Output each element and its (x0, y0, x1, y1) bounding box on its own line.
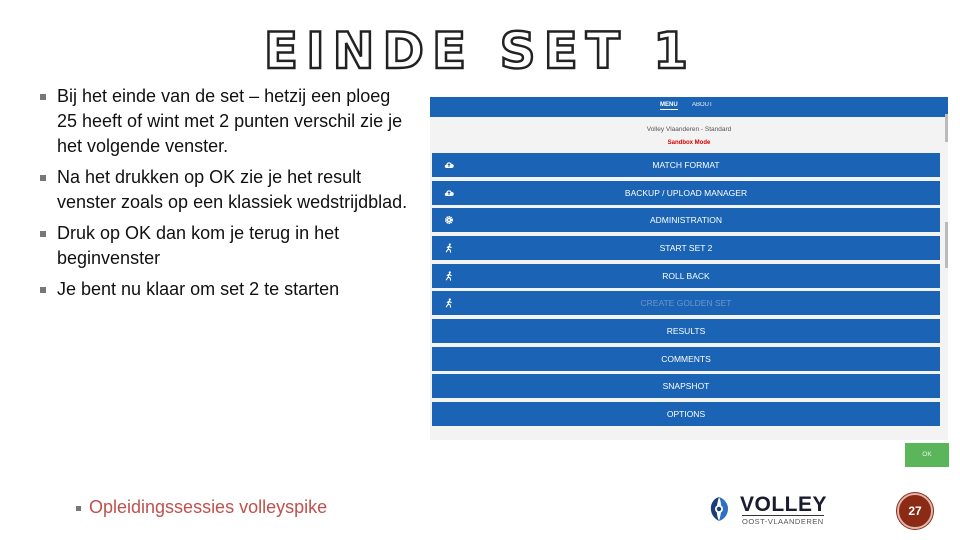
menu-label: OPTIONS (666, 409, 706, 419)
account-label: Volley Vlaanderen - Standard (646, 126, 732, 133)
menu-label: SNAPSHOT (662, 381, 710, 391)
menu-create-golden-set-button[interactable] (432, 291, 940, 315)
bullet-text: Je bent nu klaar om set 2 te starten (57, 279, 340, 299)
menu-label: CREATE GOLDEN SET (640, 298, 732, 308)
menu-label: BACKUP / UPLOAD MANAGER (624, 188, 748, 198)
player-icon (444, 298, 454, 308)
footer-text: Opleidingssessies volleyspike (89, 497, 328, 517)
app-topbar (430, 97, 948, 117)
menu-results-button[interactable] (432, 319, 940, 343)
menu-label: ROLL BACK (662, 271, 710, 281)
bullet-marker (40, 231, 46, 237)
player-icon (444, 271, 454, 281)
cloud-upload-icon (444, 160, 454, 170)
logo-subtitle: OOST-VLAANDEREN (742, 517, 824, 526)
cloud-upload-icon (444, 188, 454, 198)
player-icon (444, 243, 454, 253)
bullet-item (40, 84, 410, 159)
sandbox-mode-label: Sandbox Mode (667, 140, 711, 146)
volley-logo-mark (706, 495, 732, 525)
menu-label: RESULTS (666, 326, 706, 336)
bullet-marker (40, 94, 46, 100)
logo-wordmark: VOLLEY (740, 493, 828, 516)
bullet-item (40, 165, 410, 215)
app-screenshot (430, 97, 948, 440)
bullet-text: Na het drukken op OK zie je het result venster zoals op een klassiek wedstrijdblad. (57, 167, 408, 212)
tab-about[interactable]: ABOUT (692, 102, 713, 108)
menu-start-set-2-button[interactable] (432, 236, 940, 260)
slide-title: EINDE SET 1 (263, 22, 697, 80)
scrollbar-mark (945, 114, 948, 142)
menu-comments-button[interactable] (432, 347, 940, 371)
bullet-marker (40, 175, 46, 181)
footer-note (76, 497, 327, 518)
volley-logo (706, 495, 826, 525)
bullet-marker (40, 287, 46, 293)
menu-label: START SET 2 (659, 243, 713, 253)
menu-label: ADMINISTRATION (649, 215, 723, 225)
bullet-text: Druk op OK dan kom je terug in het beginvenster (57, 223, 340, 268)
menu-label: COMMENTS (661, 354, 711, 364)
menu-roll-back-button[interactable] (432, 264, 940, 288)
menu-snapshot-button[interactable] (432, 374, 940, 398)
menu-backup-upload-button[interactable] (432, 181, 940, 205)
ok-button[interactable]: OK (905, 443, 949, 467)
bullet-marker (76, 506, 81, 511)
scrollbar-mark (945, 222, 948, 268)
menu-label: MATCH FORMAT (652, 160, 720, 170)
gear-icon (444, 215, 454, 225)
menu-match-format-button[interactable] (432, 153, 940, 177)
page-number-badge: 27 (897, 493, 933, 529)
tab-menu[interactable]: MENU (660, 102, 678, 108)
menu-administration-button[interactable] (432, 208, 940, 232)
bullet-list (40, 84, 410, 308)
bullet-text: Bij het einde van de set – hetzij een ploeg 25 heeft of wint met 2 punten verschil zie je het volgende venster. (57, 86, 403, 156)
bullet-item (40, 221, 410, 271)
bullet-item (40, 277, 410, 302)
menu-options-button[interactable] (432, 402, 940, 426)
